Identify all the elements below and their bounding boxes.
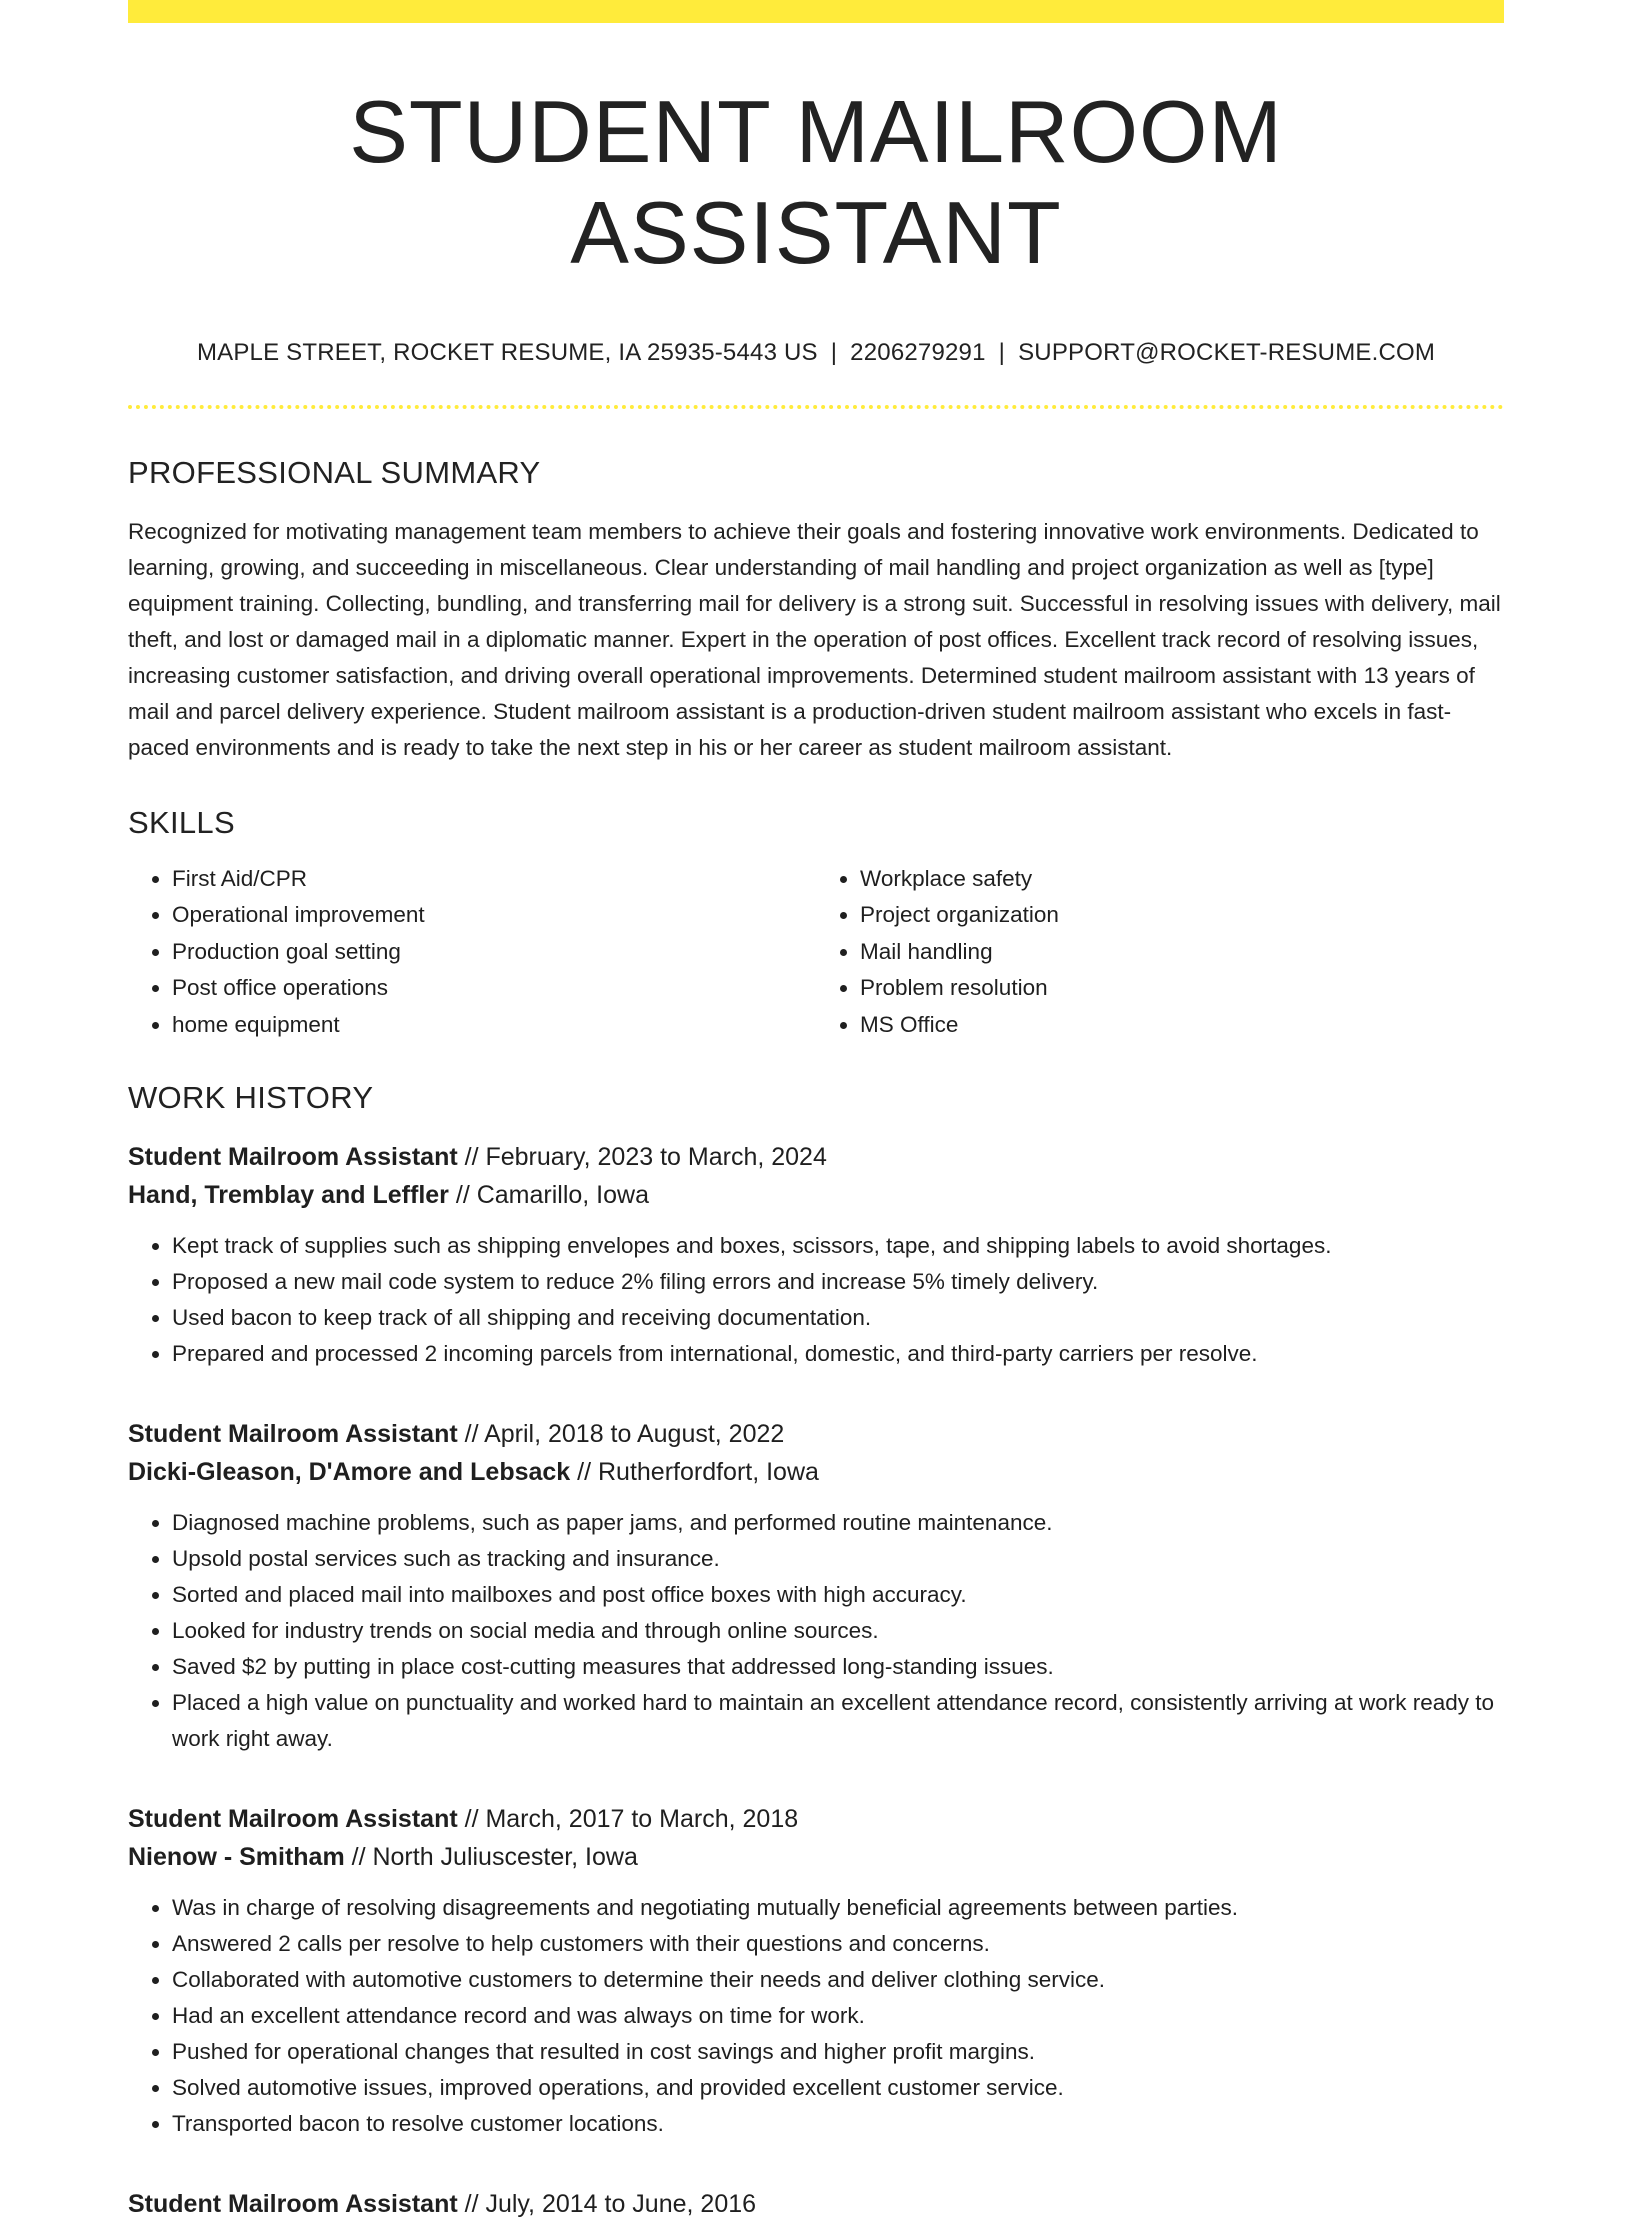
job-bullet: • Answered 2 calls per resolve to help customers with their questions and concerns. [172, 1926, 1504, 1962]
job-bullet: • Diagnosed machine problems, such as paper jams, and performed routine maintenance. [172, 1505, 1504, 1541]
job-bullet: • Looked for industry trends on social media and through online sources. [172, 1613, 1504, 1649]
job-bullet: • Pushed for operational changes that resulted in cost savings and higher profit margins. [172, 2034, 1504, 2070]
skills-column-right [816, 861, 1504, 1044]
job-bullet: • Collaborated with automotive customers to determine their needs and deliver clothing service. [172, 1962, 1504, 1998]
summary-text: Recognized for motivating management team members to achieve their goals and fostering innovative work environments. Dedicated to learning, growing, and succeeding in miscellaneous. Clear understanding of mail handling and project organization as well as [type] equipment training. Collecting, bundling, and transferring mail for delivery is a strong suit. Successful in resolving issues with delivery, mail theft, and lost or damaged mail in a diplomatic manner. Expert in the operation of post offices. Excellent track record of resolving issues, increasing customer satisfaction, and driving overall operational improvements. Determined student mailroom assistant with 13 years of mail and parcel delivery experience. Student mailroom assistant is a production-driven student mailroom assistant who excels in fast-paced environments and is ready to take the next step in his or her career as student mailroom assistant. [128, 518, 1501, 760]
skill-item: • home equipment [172, 1007, 816, 1044]
job-company: Dicki-Gleason, D'Amore and Lebsack [128, 1458, 571, 1487]
skill-item: • MS Office [860, 1007, 1504, 1044]
contact-email: SUPPORT@ROCKET-RESUME.COM [1018, 339, 1436, 367]
contact-phone: 2206279291 [850, 339, 986, 367]
skill-item: • Post office operations [172, 970, 816, 1007]
job-bullet: • Saved $2 by putting in place cost-cutting measures that addressed long-standing issues. [172, 1649, 1504, 1685]
top-accent-bar [128, 0, 1504, 23]
job-bullet: • Solved automotive issues, improved operations, and provided excellent customer service. [172, 2070, 1504, 2106]
work-history-heading: WORK HISTORY [128, 1080, 374, 1116]
skill-item: • Workplace safety [860, 861, 1504, 898]
job-company-line [128, 1176, 1504, 1214]
job-bullet: • Proposed a new mail code system to reduce 2% filing errors and increase 5% timely delivery. [172, 1264, 1504, 1300]
job-location: // Rutherfordfort, Iowa [570, 1458, 819, 1487]
job-entry [128, 1138, 1504, 1372]
job-bullet: • Prepared and processed 2 incoming parcels from international, domestic, and third-party carriers per resolve. [172, 1336, 1504, 1372]
job-entry [128, 1800, 1504, 2142]
job-location: // Camarillo, Iowa [448, 1181, 649, 1210]
skill-item: • Mail handling [860, 934, 1504, 971]
skill-item: • Project organization [860, 897, 1504, 934]
skill-item: • Production goal setting [172, 934, 816, 971]
job-title-line [128, 2185, 1504, 2223]
job-bullet: • Used bacon to keep track of all shipping and receiving documentation. [172, 1300, 1504, 1336]
job-dates: // April, 2018 to August, 2022 [457, 1420, 785, 1449]
contact-address: MAPLE STREET, ROCKET RESUME, IA 25935-5443 US [196, 339, 818, 367]
job-title-line [128, 1800, 1504, 1838]
contact-separator: | [998, 339, 1006, 367]
job-bullet: • Was in charge of resolving disagreements and negotiating mutually beneficial agreements between parties. [172, 1890, 1504, 1926]
job-bullet: • Kept track of supplies such as shipping envelopes and boxes, scissors, tape, and shipping labels to avoid shortages. [172, 1228, 1504, 1264]
header-divider [128, 405, 1504, 409]
skills-list [128, 861, 1504, 1044]
job-bullet: • Placed a high value on punctuality and worked hard to maintain an excellent attendance record, consistently arriving at work ready to work right away. [172, 1685, 1504, 1757]
job-bullets [128, 1890, 1504, 2142]
resume-name: STUDENT MAILROOM ASSISTANT [349, 82, 1283, 283]
job-title-line [128, 1138, 1504, 1176]
job-bullet: • Upsold postal services such as tracking and insurance. [172, 1541, 1504, 1577]
contact-separator: | [830, 339, 838, 367]
job-bullet: • Transported bacon to resolve customer locations. [172, 2106, 1504, 2142]
job-title: Student Mailroom Assistant [128, 2190, 458, 2219]
job-bullets [128, 1228, 1504, 1372]
skill-item: • Problem resolution [860, 970, 1504, 1007]
job-entry [128, 1415, 1504, 1757]
job-dates: // March, 2017 to March, 2018 [457, 1805, 799, 1834]
job-location: // North Juliuscester, Iowa [344, 1843, 638, 1872]
job-dates: // February, 2023 to March, 2024 [457, 1143, 827, 1172]
job-title: Student Mailroom Assistant [128, 1143, 458, 1172]
resume-page [128, 0, 1504, 2223]
job-company-line [128, 1453, 1504, 1491]
skills-heading: SKILLS [128, 804, 235, 840]
job-dates: // July, 2014 to June, 2016 [457, 2190, 757, 2219]
contact-line [128, 339, 1504, 367]
job-company: Hand, Tremblay and Leffler [128, 1181, 449, 1210]
summary-heading: PROFESSIONAL SUMMARY [128, 455, 541, 491]
job-company-line [128, 1838, 1504, 1876]
job-bullets [128, 1505, 1504, 1757]
job-title-line [128, 1415, 1504, 1453]
job-title: Student Mailroom Assistant [128, 1805, 458, 1834]
job-entry [128, 2185, 1504, 2223]
skill-item: • First Aid/CPR [172, 861, 816, 898]
job-title: Student Mailroom Assistant [128, 1420, 458, 1449]
job-company: Nienow - Smitham [128, 1843, 345, 1872]
job-bullet: • Sorted and placed mail into mailboxes and post office boxes with high accuracy. [172, 1577, 1504, 1613]
skill-item: • Operational improvement [172, 897, 816, 934]
skills-column-left [128, 861, 816, 1044]
job-bullet: • Had an excellent attendance record and was always on time for work. [172, 1998, 1504, 2034]
